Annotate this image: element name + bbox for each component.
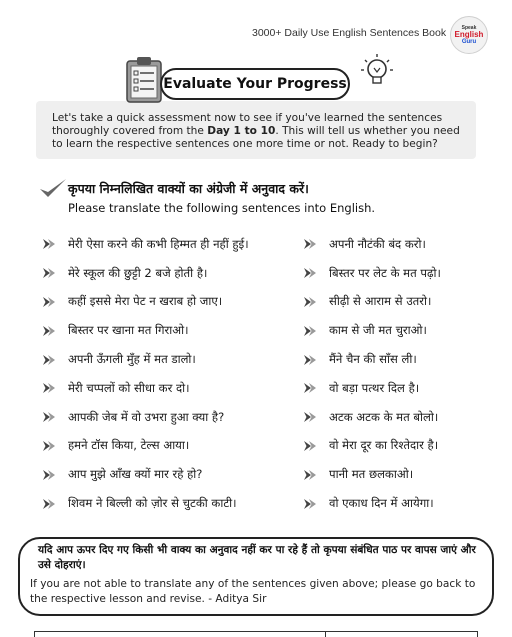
- sentence-text: हमने टॉस किया, टेल्स आया।: [68, 438, 190, 453]
- sentence-text: आप मुझे आँख क्यों मार रहे हो?: [68, 467, 203, 482]
- arrow-bullet-icon: [303, 469, 317, 481]
- sentence-text: बिस्तर पर लेट के मत पढ़ो।: [329, 265, 441, 280]
- sentence-item: [42, 460, 249, 489]
- sentence-item: [303, 259, 441, 288]
- intro-text: [52, 112, 472, 151]
- arrow-bullet-icon: [42, 354, 56, 366]
- sentence-text: वो बड़ा पत्थर दिल है।: [329, 380, 420, 395]
- sentence-text: शिवम ने बिल्ली को ज़ोर से चुटकी काटी।: [68, 496, 237, 511]
- sentence-item: [303, 345, 441, 374]
- arrow-bullet-icon: [303, 296, 317, 308]
- sentence-list-left: [42, 230, 249, 518]
- sentence-text: अपनी ऊँगली मुँह में मत डालो।: [68, 352, 196, 367]
- sentence-text: मेरे स्कूल की छुट्टी 2 बजे होती है।: [68, 265, 208, 280]
- sentence-item: [42, 374, 249, 403]
- arrow-bullet-icon: [42, 267, 56, 279]
- sentence-text: मैंने चैन की साँस ली।: [329, 352, 417, 367]
- sentence-text: बिस्तर पर खाना मत गिराओ।: [68, 323, 189, 338]
- arrow-bullet-icon: [303, 382, 317, 394]
- sentence-item: [42, 259, 249, 288]
- sentence-text: आपकी जेब में वो उभरा हुआ क्या है?: [68, 409, 225, 424]
- instruction-english: Please translate the following sentences into English.: [68, 201, 376, 215]
- sentence-text: पानी मत छलकाओ।: [329, 467, 414, 482]
- sentence-text: अपनी नौटंकी बंद करो।: [329, 236, 426, 251]
- logo-line-1: Speak: [461, 24, 477, 31]
- sentence-item: [42, 288, 249, 317]
- sentence-item: [303, 489, 441, 518]
- intro-part-2: . This will tell us whether you need to learn the respective sentences one more time or not. Ready to begin?: [52, 125, 460, 150]
- brand-logo: [450, 16, 488, 54]
- arrow-bullet-icon: [303, 411, 317, 423]
- sentence-text: सीढ़ी से आराम से उतरो।: [329, 294, 432, 309]
- sentence-text: कहीं इससे मेरा पेट न खराब हो जाए।: [68, 294, 223, 309]
- arrow-bullet-icon: [303, 267, 317, 279]
- arrow-bullet-icon: [42, 296, 56, 308]
- logo-line-2: English: [454, 29, 484, 39]
- lightbulb-icon: [360, 52, 394, 92]
- sentence-text: मेरी चप्पलों को सीधा कर दो।: [68, 380, 190, 395]
- arrow-bullet-icon: [42, 440, 56, 452]
- sentence-text: मेरी ऐसा करने की कभी हिम्मत ही नहीं हुई।: [68, 236, 249, 251]
- checkmark-icon: [38, 177, 68, 199]
- sentence-list-right: [303, 230, 441, 518]
- arrow-bullet-icon: [303, 354, 317, 366]
- sentence-text: वो मेरा दूर का रिश्तेदार है।: [329, 438, 439, 453]
- arrow-bullet-icon: [303, 238, 317, 250]
- sentence-item: [42, 403, 249, 432]
- arrow-bullet-icon: [42, 238, 56, 250]
- sentence-item: [303, 316, 441, 345]
- sentence-item: [303, 432, 441, 461]
- arrow-bullet-icon: [303, 325, 317, 337]
- instruction-hindi: कृपया निम्नलिखित वाक्यों का अंग्रेजी में अनुवाद करें।: [68, 181, 309, 196]
- bottom-table-edge: [34, 631, 478, 637]
- arrow-bullet-icon: [42, 325, 56, 337]
- sentence-item: [303, 460, 441, 489]
- sentence-text: काम से जी मत चुराओ।: [329, 323, 427, 338]
- sentence-text: वो एकाध दिन में आयेगा।: [329, 496, 434, 511]
- sentence-item: [303, 230, 441, 259]
- arrow-bullet-icon: [42, 411, 56, 423]
- sentence-item: [42, 316, 249, 345]
- sentence-item: [42, 489, 249, 518]
- arrow-bullet-icon: [42, 498, 56, 510]
- revision-note-hindi: यदि आप ऊपर दिए गए किसी भी वाक्य का अनुवाद नहीं कर पा रहे हैं तो कृपया संबंधित पाठ पर वापस जाएं और उसे दोहराएं।: [38, 544, 476, 571]
- arrow-bullet-icon: [303, 440, 317, 452]
- intro-day-range: Day 1 to 10: [207, 125, 276, 137]
- sentence-item: [303, 403, 441, 432]
- logo-line-3: Guru: [461, 38, 477, 45]
- sentence-item: [42, 345, 249, 374]
- revision-note-english: If you are not able to translate any of the sentences given above; please go back to the respective lesson and revise. - Aditya Sir: [30, 578, 476, 605]
- sentence-item: [42, 432, 249, 461]
- book-title: 3000+ Daily Use English Sentences Book: [252, 27, 447, 39]
- sentence-item: [303, 288, 441, 317]
- arrow-bullet-icon: [42, 382, 56, 394]
- sentence-item: [42, 230, 249, 259]
- arrow-bullet-icon: [303, 498, 317, 510]
- sentence-item: [303, 374, 441, 403]
- evaluate-heading: Evaluate Your Progress: [160, 68, 350, 100]
- arrow-bullet-icon: [42, 469, 56, 481]
- intro-part-1: Let's take a quick assessment now to see if you've learned the sentences thoroughly covered from the: [52, 112, 443, 137]
- sentence-text: अटक अटक के मत बोलो।: [329, 409, 439, 424]
- clipboard-icon: [124, 56, 164, 104]
